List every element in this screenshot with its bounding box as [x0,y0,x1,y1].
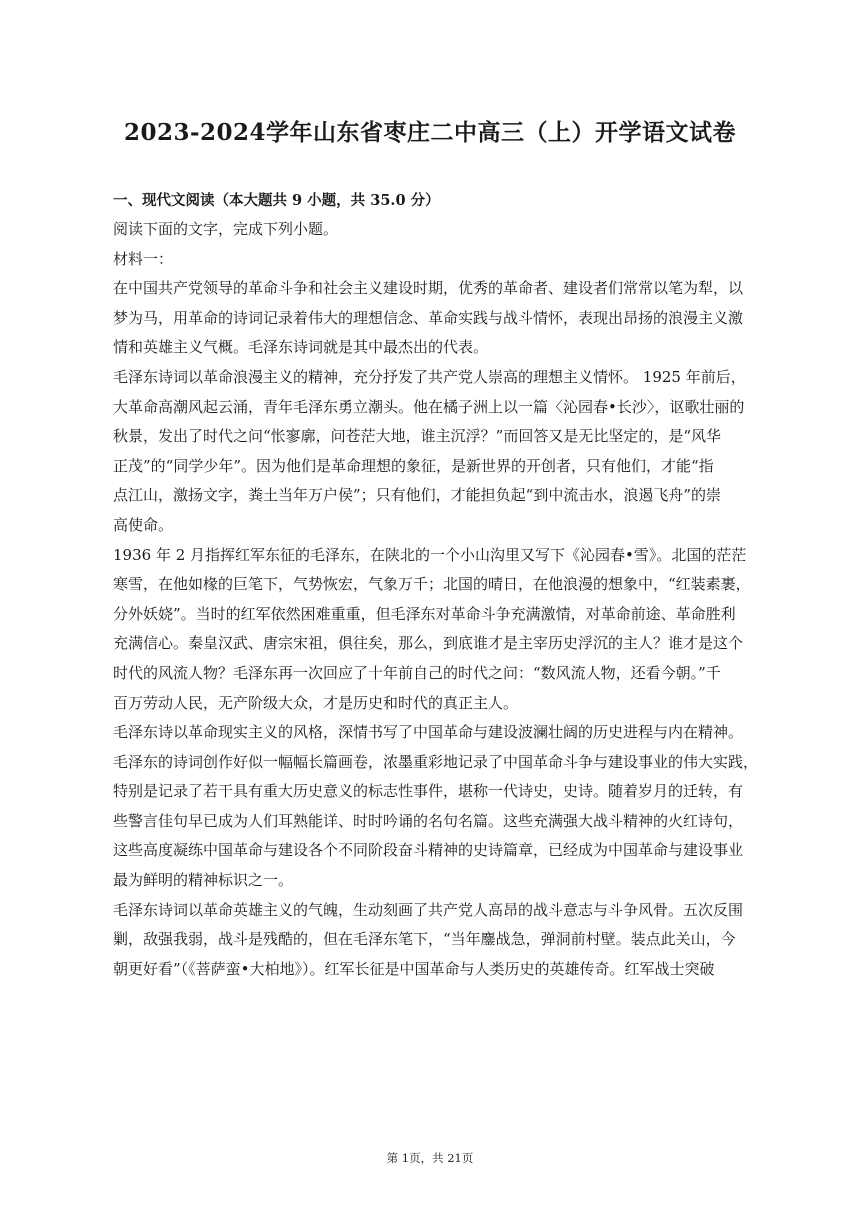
page-footer: 第 1页，共 21页 [386,1151,474,1165]
text-line: 秋景，发出了时代之问“怅寥廓，问苍茫大地，谁主沉浮？”而回答又是无比坚定的，是“风华 [113,427,722,446]
text-line: 充满信心。秦皇汉武、唐宗宋祖，俱往矣，那么，到底谁才是主宰历史浮沉的主人？谁才是这个 [113,634,744,653]
text-line: 这些高度凝练中国革命与建设各个不同阶段奋斗精神的史诗篇章，已经成为中国革命与建设事业 [113,841,744,860]
text-line: 毛泽东诗以革命现实主义的风格，深情书写了中国革命与建设波澜壮阔的历史进程与内在精神。 [113,723,744,742]
section-heading: 一、现代文阅读（本大题共 9 小题，共 35.0 分） [113,192,440,209]
text-line: 情和英雄主义气概。毛泽东诗词就是其中最杰出的代表。 [113,338,489,357]
text-line: 毛泽东诗词以革命浪漫主义的精神，充分抒发了共产党人崇高的理想主义情怀。 1925 年前后， [113,367,746,386]
text-line: 在中国共产党领导的革命斗争和社会主义建设时期，优秀的革命者、建设者们常常以笔为犁，以 [113,279,744,298]
text-line: 朝更好看”（《菩萨蛮•大柏地》）。红军长征是中国革命与人类历史的英雄传奇。红军战士突破 [113,959,715,978]
text-line: 大革命高潮风起云涌，青年毛泽东勇立潮头。他在橘子洲上以一篇〈沁园春•长沙〉，讴歌壮丽的 [113,397,745,416]
text-line: 正茂”的“同学少年”。因为他们是革命理想的象征，是新世界的开创者，只有他们，才能“指 [113,456,714,475]
document-body [113,187,759,984]
text-line: 时代的风流人物？毛泽东再一次回应了十年前自己的时代之问：“数风流人物，还看今朝。”千 [113,663,721,682]
text-line: 些警言佳句早已成为人们耳熟能详、时时吟诵的名句名篇。这些充满强大战斗精神的火红诗句， [113,811,744,830]
text-line: 分外妖娆”。当时的红军依然困难重重，但毛泽东对革命斗争充满激情，对革命前途、革命胜利 [113,604,736,623]
text-line: 百万劳动人民，无产阶级大众，才是历史和时代的真正主人。 [113,693,519,712]
text-line: 材料一： [113,249,174,268]
text-line: 高使命。 [113,515,174,534]
text-line: 毛泽东诗词以革命英雄主义的气魄，生动刻画了共产党人高昂的战斗意志与斗争风骨。五次反围 [113,900,744,919]
text-line: 阅读下面的文字，完成下列小题。 [113,220,339,238]
text-line: 点江山，激扬文字，粪土当年万户侯”；只有他们，才能担负起“到中流击水，浪遏飞舟”的崇 [113,486,722,505]
text-line: 最为鲜明的精神标识之一。 [113,871,294,890]
page-title: 2023-2024学年山东省枣庄二中高三（上）开学语文试卷 [123,119,737,146]
text-line: 寒雪，在他如椽的巨笔下，气势恢宏，气象万千；北国的晴日，在他浪漫的想象中，“红装素裹， [113,575,751,594]
text-line: 剿，敌强我弱，战斗是残酷的，但在毛泽东笔下，“当年鏖战急，弹洞前村壁。装点此关山，今 [113,930,736,949]
text-line: 1936 年 2 月指挥红军东征的毛泽东，在陕北的一个小山沟里又写下《沁园春•雪》。北国的茫茫 [113,545,747,564]
text-line: 毛泽东的诗词创作好似一幅幅长篇画卷，浓墨重彩地记录了中国革命斗争与建设事业的伟大实践， [113,752,759,771]
text-line: 特别是记录了若干具有重大历史意义的标志性事件，堪称一代诗史，史诗。随着岁月的迁转，有 [113,782,744,801]
text-line: 梦为马，用革命的诗词记录着伟大的理想信念、革命实践与战斗情怀，表现出昂扬的浪漫主义激 [113,308,744,327]
